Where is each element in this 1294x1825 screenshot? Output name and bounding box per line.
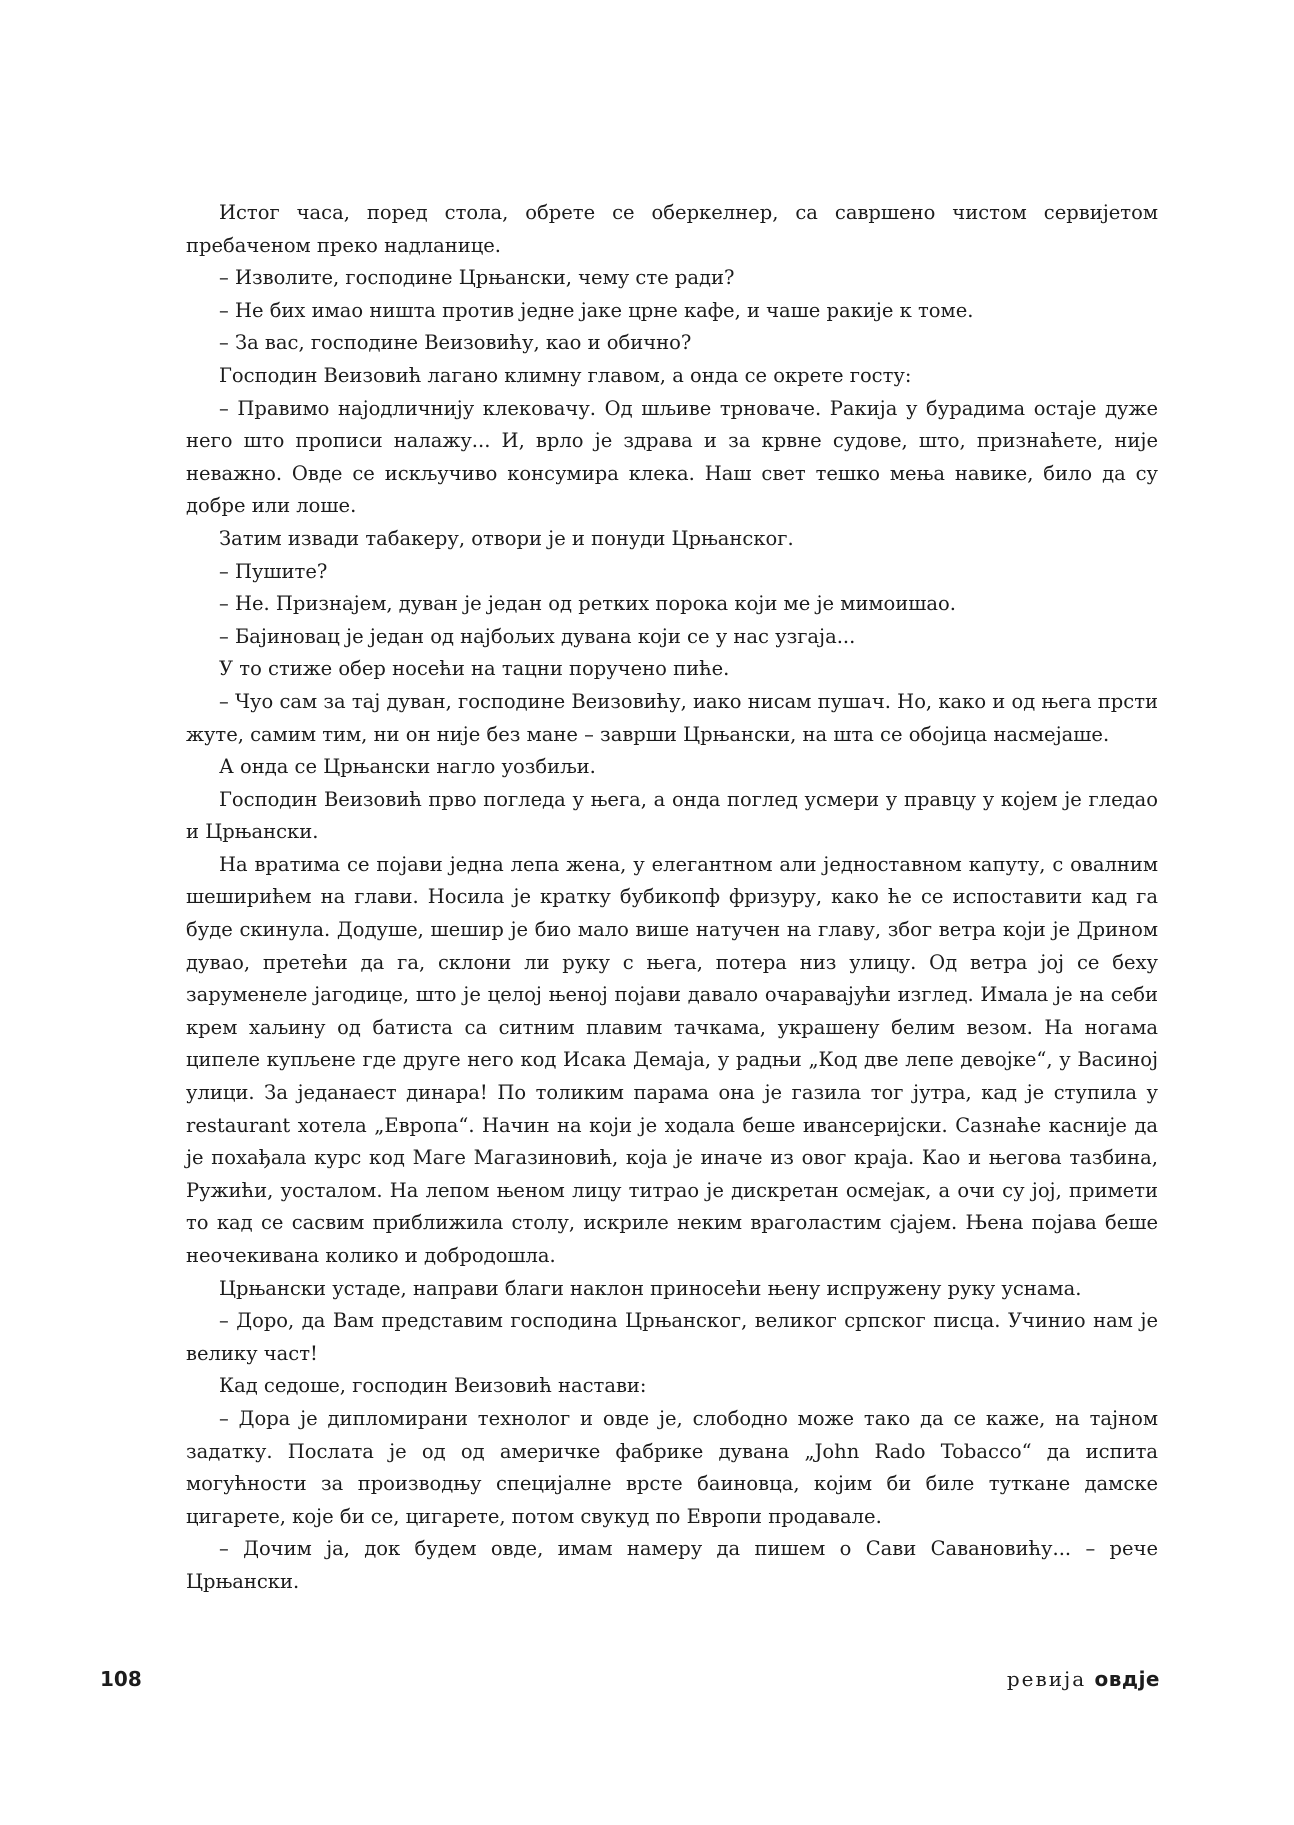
paragraph: – Не. Признајем, дуван је један од ретких порока који ме је мимоишао.	[219, 592, 956, 616]
paragraph: Кад седоше, господин Веизовић настави:	[219, 1374, 647, 1398]
paragraph: У то стиже обер носећи на тацни поручено пиће.	[219, 657, 730, 681]
paragraph: На вратима се појави једна лепа жена, у елегантном али једноставном капуту, с овалним шеширићем на глави. Носила је кратку бубикопф фризуру, како ће се испоставити кад га буде скинула. Додуше, шешир је био мало више натучен на главу, због ветра који је Дрином дувао, претећи да га, склони ли руку с њега, потера низ улицу. Од ветра јој се беху заруменеле јагодице, што је целој њеној појави давало очаравајући изглед. Имала је на себи крем хаљину од батиста са ситним плавим тачкама, украшену белим везом. На ногама ципеле купљене где друге него код Исака Демаја, у радњи „Код две лепе девојке“, у Васиној улици. За једанаест динара! По толиким парама она је газила тог јутра, кад је ступила у restaurant хотела „Европа“. Начин на који је ходала беше ивансеријски. Сазнаће касније да је похађала курс код Маге Магазиновић, која је иначе из овог краја. Као и његова тазбина, Ружићи, уосталом. На лепом њеном лицу титрао је дискретан осмејак, а очи су јој, примети то кад се сасвим приближила столу, искриле неким враголастим сјајем. Њена појава беше неочекивана колико и добродошла.	[186, 852, 1158, 1267]
paragraph: – Дора је дипломирани технолог и овде је, слободно може тако да се каже, на тајном задатку. Послата је од од америчке фабрике дувана „John Rado Tobacco“ да испита могућности за производњу специјалне врсте баиновца, којим би биле туткане дамске цигарете, које би се, цигарете, потом свукуд по Европи продавале.	[186, 1406, 1158, 1528]
paragraph: – Не бих имао ништа против једне јаке црне кафе, и чаше ракије к томе.	[219, 298, 974, 322]
paragraph: – Пушите?	[219, 559, 328, 583]
paragraph: – Дочим ја, док будем овде, имам намеру да пишем о Сави Савановићу... – рече Црњански.	[186, 1537, 1158, 1593]
paragraph: Господин Веизовић прво погледа у њега, а онда поглед усмери у правцу у којем је гледао и Црњански.	[186, 787, 1158, 844]
running-footer	[1007, 1667, 1160, 1691]
paragraph: – Изволите, господине Црњански, чему сте ради?	[219, 266, 735, 290]
paragraph: Затим извади табакеру, отвори је и понуди Црњанског.	[219, 526, 794, 550]
paragraph: – Доро, да Вам представим господина Црњанског, великог српског писца. Учинио нам је велику част!	[186, 1309, 1158, 1365]
paragraph: – Правимо најодличнију клековачу. Од шљиве трноваче. Ракија у бурадима остаје дуже него што прописи налажу... И, врло је здрава и за крвне судове, што, признаћете, није неважно. Овде се искључиво консумира клека. Наш свет тешко мења навике, било да су добре или лоше.	[186, 396, 1158, 518]
paragraph: А онда се Црњански нагло уозбиљи.	[219, 755, 596, 779]
paragraph: – За вас, господине Веизовићу, као и обично?	[219, 331, 692, 355]
magazine-name: овдје	[1094, 1667, 1160, 1691]
paragraph: Црњански устаде, направи благи наклон приносећи њену испружену руку уснама.	[219, 1276, 1082, 1300]
page-number: 108	[100, 1667, 142, 1691]
paragraph: – Бајиновац је један од најбољих дувана који се у нас узгаја...	[219, 624, 856, 648]
paragraph: Истог часа, поред стола, обрете се оберкелнер, са савршено чистом сервијетом пребаченом преко надланице.	[186, 201, 1158, 257]
magazine-prefix: ревија	[1006, 1667, 1087, 1691]
paragraph: Господин Веизовић лагано климну главом, а онда се окрете госту:	[219, 363, 912, 387]
paragraph: – Чуо сам за тај дуван, господине Веизовићу, иако нисам пушач. Но, како и од њега прсти жуте, самим тим, ни он није без мане – заврши Црњански, на шта се обојица насмејаше.	[186, 689, 1158, 746]
article-body	[186, 197, 1158, 1599]
